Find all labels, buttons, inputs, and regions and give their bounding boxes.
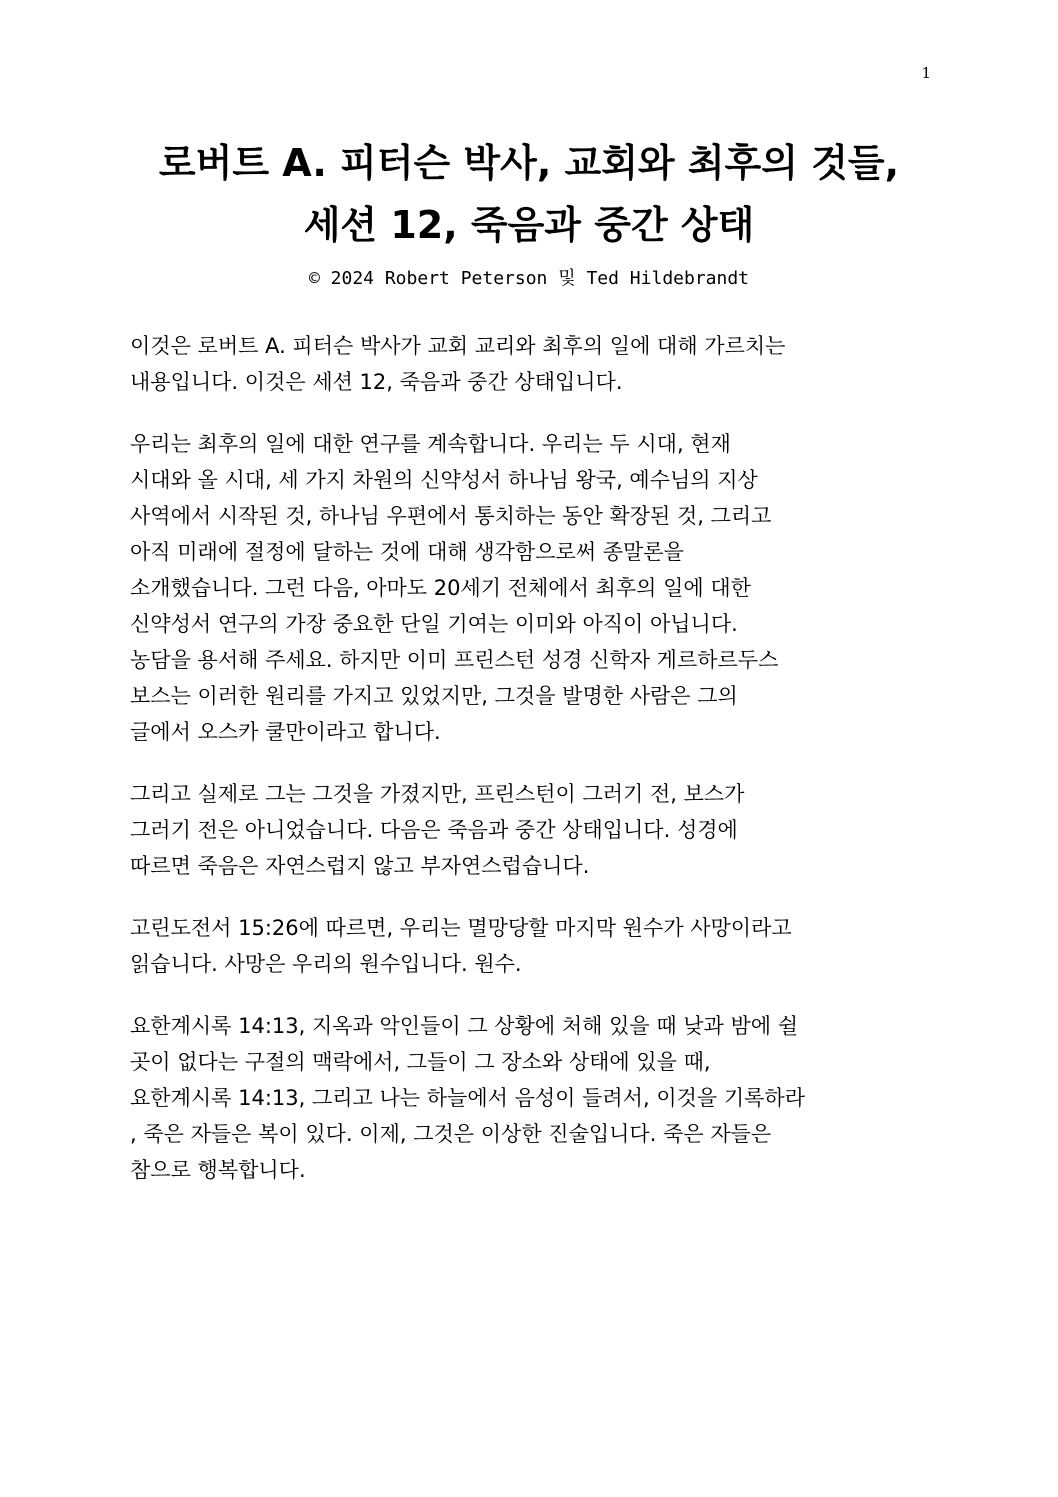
text-line: 고린도전서 15:26에 따르면, 우리는 멸망당할 마지막 원수가 사망이라고 xyxy=(130,916,792,940)
text-line: 시대와 올 시대, 세 가지 차원의 신약성서 하나님 왕국, 예수님의 지상 xyxy=(130,468,758,492)
title-line: 세션 12, 죽음과 중간 상태 xyxy=(303,203,755,247)
page-number: 1 xyxy=(921,64,931,82)
title-line: 로버트 A. 피터슨 박사, 교회와 최후의 것들, xyxy=(158,141,900,185)
text-line: 신약성서 연구의 가장 중요한 단일 기여는 이미와 아직이 아닙니다. xyxy=(130,612,738,636)
text-line: 내용입니다. 이것은 세션 12, 죽음과 중간 상태입니다. xyxy=(130,370,623,394)
text-line: 요한계시록 14:13, 지옥과 악인들이 그 상황에 처해 있을 때 낮과 밤에 쉴 xyxy=(130,1014,799,1038)
text-line: 그리고 실제로 그는 그것을 가졌지만, 프린스턴이 그러기 전, 보스가 xyxy=(130,782,745,806)
text-line: 보스는 이러한 원리를 가지고 있었지만, 그것을 발명한 사람은 그의 xyxy=(130,684,738,708)
text-line: 소개했습니다. 그런 다음, 아마도 20세기 전체에서 최후의 일에 대한 xyxy=(130,576,751,600)
document-body xyxy=(130,328,930,1214)
text-line: 요한계시록 14:13, 그리고 나는 하늘에서 음성이 들려서, 이것을 기록하라 xyxy=(130,1086,805,1110)
text-line: 이것은 로버트 A. 피터슨 박사가 교회 교리와 최후의 일에 대해 가르치는 xyxy=(130,334,786,358)
text-line: 우리는 최후의 일에 대한 연구를 계속합니다. 우리는 두 시대, 현재 xyxy=(130,432,731,456)
text-line: 아직 미래에 절정에 달하는 것에 대해 생각함으로써 종말론을 xyxy=(130,540,684,564)
paragraph-1 xyxy=(130,328,930,400)
text-line: 그러기 전은 아니었습니다. 다음은 죽음과 중간 상태입니다. 성경에 xyxy=(130,818,738,842)
document-title xyxy=(80,132,978,256)
text-line: 글에서 오스카 쿨만이라고 합니다. xyxy=(130,720,441,744)
text-line: 참으로 행복합니다. xyxy=(130,1158,306,1182)
text-line: , 죽은 자들은 복이 있다. 이제, 그것은 이상한 진술입니다. 죽은 자들은 xyxy=(130,1122,772,1146)
text-line: 읽습니다. 사망은 우리의 원수입니다. 원수. xyxy=(130,952,522,976)
text-line: 따르면 죽음은 자연스럽지 않고 부자연스럽습니다. xyxy=(130,854,590,878)
paragraph-2 xyxy=(130,426,930,750)
paragraph-5 xyxy=(130,1008,930,1188)
text-line: 사역에서 시작된 것, 하나님 우편에서 통치하는 동안 확장된 것, 그리고 xyxy=(130,504,772,528)
text-line: 농담을 용서해 주세요. 하지만 이미 프린스턴 성경 신학자 게르하르두스 xyxy=(130,648,779,672)
paragraph-3 xyxy=(130,776,930,884)
text-line: 곳이 없다는 구절의 맥락에서, 그들이 그 장소와 상태에 있을 때, xyxy=(130,1050,711,1074)
paragraph-4 xyxy=(130,910,930,982)
copyright-notice: © 2024 Robert Peterson 및 Ted Hildebrandt xyxy=(308,268,750,289)
